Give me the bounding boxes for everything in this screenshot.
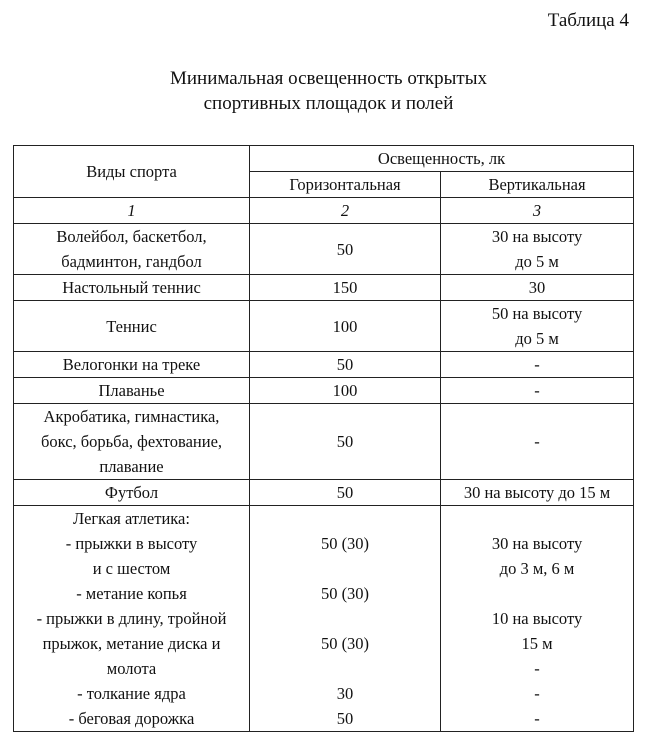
cell-line: - прыжки в длину, тройной bbox=[36, 609, 227, 628]
cell-line bbox=[253, 506, 437, 531]
cell-line: - bbox=[534, 709, 540, 728]
cell-line: 50 bbox=[336, 709, 354, 728]
cell-line: до 3 м, 6 м bbox=[499, 559, 575, 578]
cell-line: Плаванье bbox=[98, 381, 165, 400]
sport-cell bbox=[14, 275, 250, 301]
horizontal-cell bbox=[250, 275, 441, 301]
cell-line: до 5 м bbox=[515, 329, 559, 348]
cell-line: 10 на высоту bbox=[491, 609, 583, 628]
header-row-1 bbox=[14, 146, 634, 172]
cell-line: 30 на высоту bbox=[491, 534, 583, 553]
horizontal-cell bbox=[250, 224, 441, 275]
cell-line: 30 bbox=[336, 684, 354, 703]
vertical-cell bbox=[441, 352, 634, 378]
cell-line bbox=[444, 506, 630, 531]
cell-line: Акробатика, гимнастика, bbox=[43, 407, 220, 426]
cell-line: - bbox=[534, 381, 540, 400]
column-number-row bbox=[14, 198, 634, 224]
cell-line: и с шестом bbox=[92, 559, 171, 578]
cell-line: Настольный теннис bbox=[62, 278, 201, 297]
sport-cell bbox=[14, 224, 250, 275]
cell-line: молота bbox=[106, 659, 157, 678]
vertical-cell bbox=[441, 224, 634, 275]
athletics-horizontal-cell bbox=[250, 506, 441, 732]
cell-line: прыжок, метание диска и bbox=[42, 634, 221, 653]
header-horizontal: Горизонтальная bbox=[250, 172, 441, 198]
athletics-sport-cell bbox=[14, 506, 250, 732]
title-line-1: Минимальная освещенность открытых bbox=[170, 68, 487, 89]
cell-line: - беговая дорожка bbox=[68, 709, 195, 728]
horizontal-cell bbox=[250, 301, 441, 352]
cell-line: 50 bbox=[336, 483, 354, 502]
cell-line: бадминтон, гандбол bbox=[61, 252, 202, 271]
cell-line: 150 bbox=[332, 278, 358, 297]
cell-line: 30 bbox=[528, 278, 546, 297]
column-number-1: 1 bbox=[14, 198, 250, 224]
table-row bbox=[14, 224, 634, 275]
cell-line: Легкая атлетика: bbox=[73, 509, 190, 528]
header-illumination: Освещенность, лк bbox=[250, 146, 634, 172]
cell-line: - метание копья bbox=[76, 584, 187, 603]
cell-line bbox=[253, 656, 437, 681]
cell-line: - bbox=[534, 684, 540, 703]
cell-line: 50 (30) bbox=[320, 634, 370, 653]
cell-line: - толкание ядра bbox=[77, 684, 186, 703]
cell-line: - bbox=[534, 432, 540, 451]
horizontal-cell bbox=[250, 480, 441, 506]
cell-line bbox=[253, 606, 437, 631]
cell-line: 50 bbox=[336, 239, 354, 259]
table-row bbox=[14, 275, 634, 301]
vertical-cell bbox=[441, 275, 634, 301]
cell-line: 100 bbox=[332, 316, 358, 336]
cell-line: бокс, борьба, фехтование, bbox=[40, 432, 223, 451]
cell-line: - bbox=[534, 659, 540, 678]
cell-line: 50 bbox=[336, 432, 354, 451]
illumination-table bbox=[13, 145, 634, 732]
cell-line bbox=[444, 581, 630, 606]
table-number-label: Таблица 4 bbox=[547, 10, 629, 31]
cell-line: - bbox=[534, 355, 540, 374]
cell-line: 50 (30) bbox=[320, 584, 370, 603]
table-row bbox=[14, 404, 634, 480]
table-row bbox=[14, 480, 634, 506]
sport-cell bbox=[14, 301, 250, 352]
sport-cell bbox=[14, 378, 250, 404]
column-number-3: 3 bbox=[441, 198, 634, 224]
table-row bbox=[14, 378, 634, 404]
vertical-cell bbox=[441, 301, 634, 352]
cell-line: - прыжки в высоту bbox=[65, 534, 198, 553]
cell-line: 100 bbox=[332, 381, 358, 400]
cell-line: Теннис bbox=[106, 316, 157, 336]
table-row bbox=[14, 352, 634, 378]
table-title bbox=[0, 66, 657, 116]
athletics-vertical-cell bbox=[441, 506, 634, 732]
horizontal-cell bbox=[250, 404, 441, 480]
header-sport: Виды спорта bbox=[14, 146, 250, 198]
athletics-row bbox=[14, 506, 634, 732]
title-line-2: спортивных площадок и полей bbox=[203, 93, 454, 114]
sport-cell bbox=[14, 352, 250, 378]
cell-line: Велогонки на треке bbox=[62, 355, 201, 374]
cell-line: плавание bbox=[99, 457, 164, 476]
cell-line: до 5 м bbox=[515, 252, 559, 271]
header-vertical: Вертикальная bbox=[441, 172, 634, 198]
table-row bbox=[14, 301, 634, 352]
cell-line: 30 на высоту bbox=[491, 227, 583, 246]
cell-line: 50 (30) bbox=[320, 534, 370, 553]
table-body bbox=[14, 224, 634, 506]
horizontal-cell bbox=[250, 378, 441, 404]
cell-line: 50 bbox=[336, 355, 354, 374]
horizontal-cell bbox=[250, 352, 441, 378]
cell-line: Футбол bbox=[104, 483, 159, 502]
cell-line bbox=[253, 556, 437, 581]
cell-line: 30 на высоту до 15 м bbox=[463, 483, 611, 502]
vertical-cell bbox=[441, 480, 634, 506]
vertical-cell bbox=[441, 378, 634, 404]
sport-cell bbox=[14, 480, 250, 506]
sport-cell bbox=[14, 404, 250, 480]
cell-line: 15 м bbox=[521, 634, 553, 653]
column-number-2: 2 bbox=[250, 198, 441, 224]
vertical-cell bbox=[441, 404, 634, 480]
cell-line: Волейбол, баскетбол, bbox=[56, 227, 207, 246]
cell-line: 50 на высоту bbox=[491, 304, 583, 323]
